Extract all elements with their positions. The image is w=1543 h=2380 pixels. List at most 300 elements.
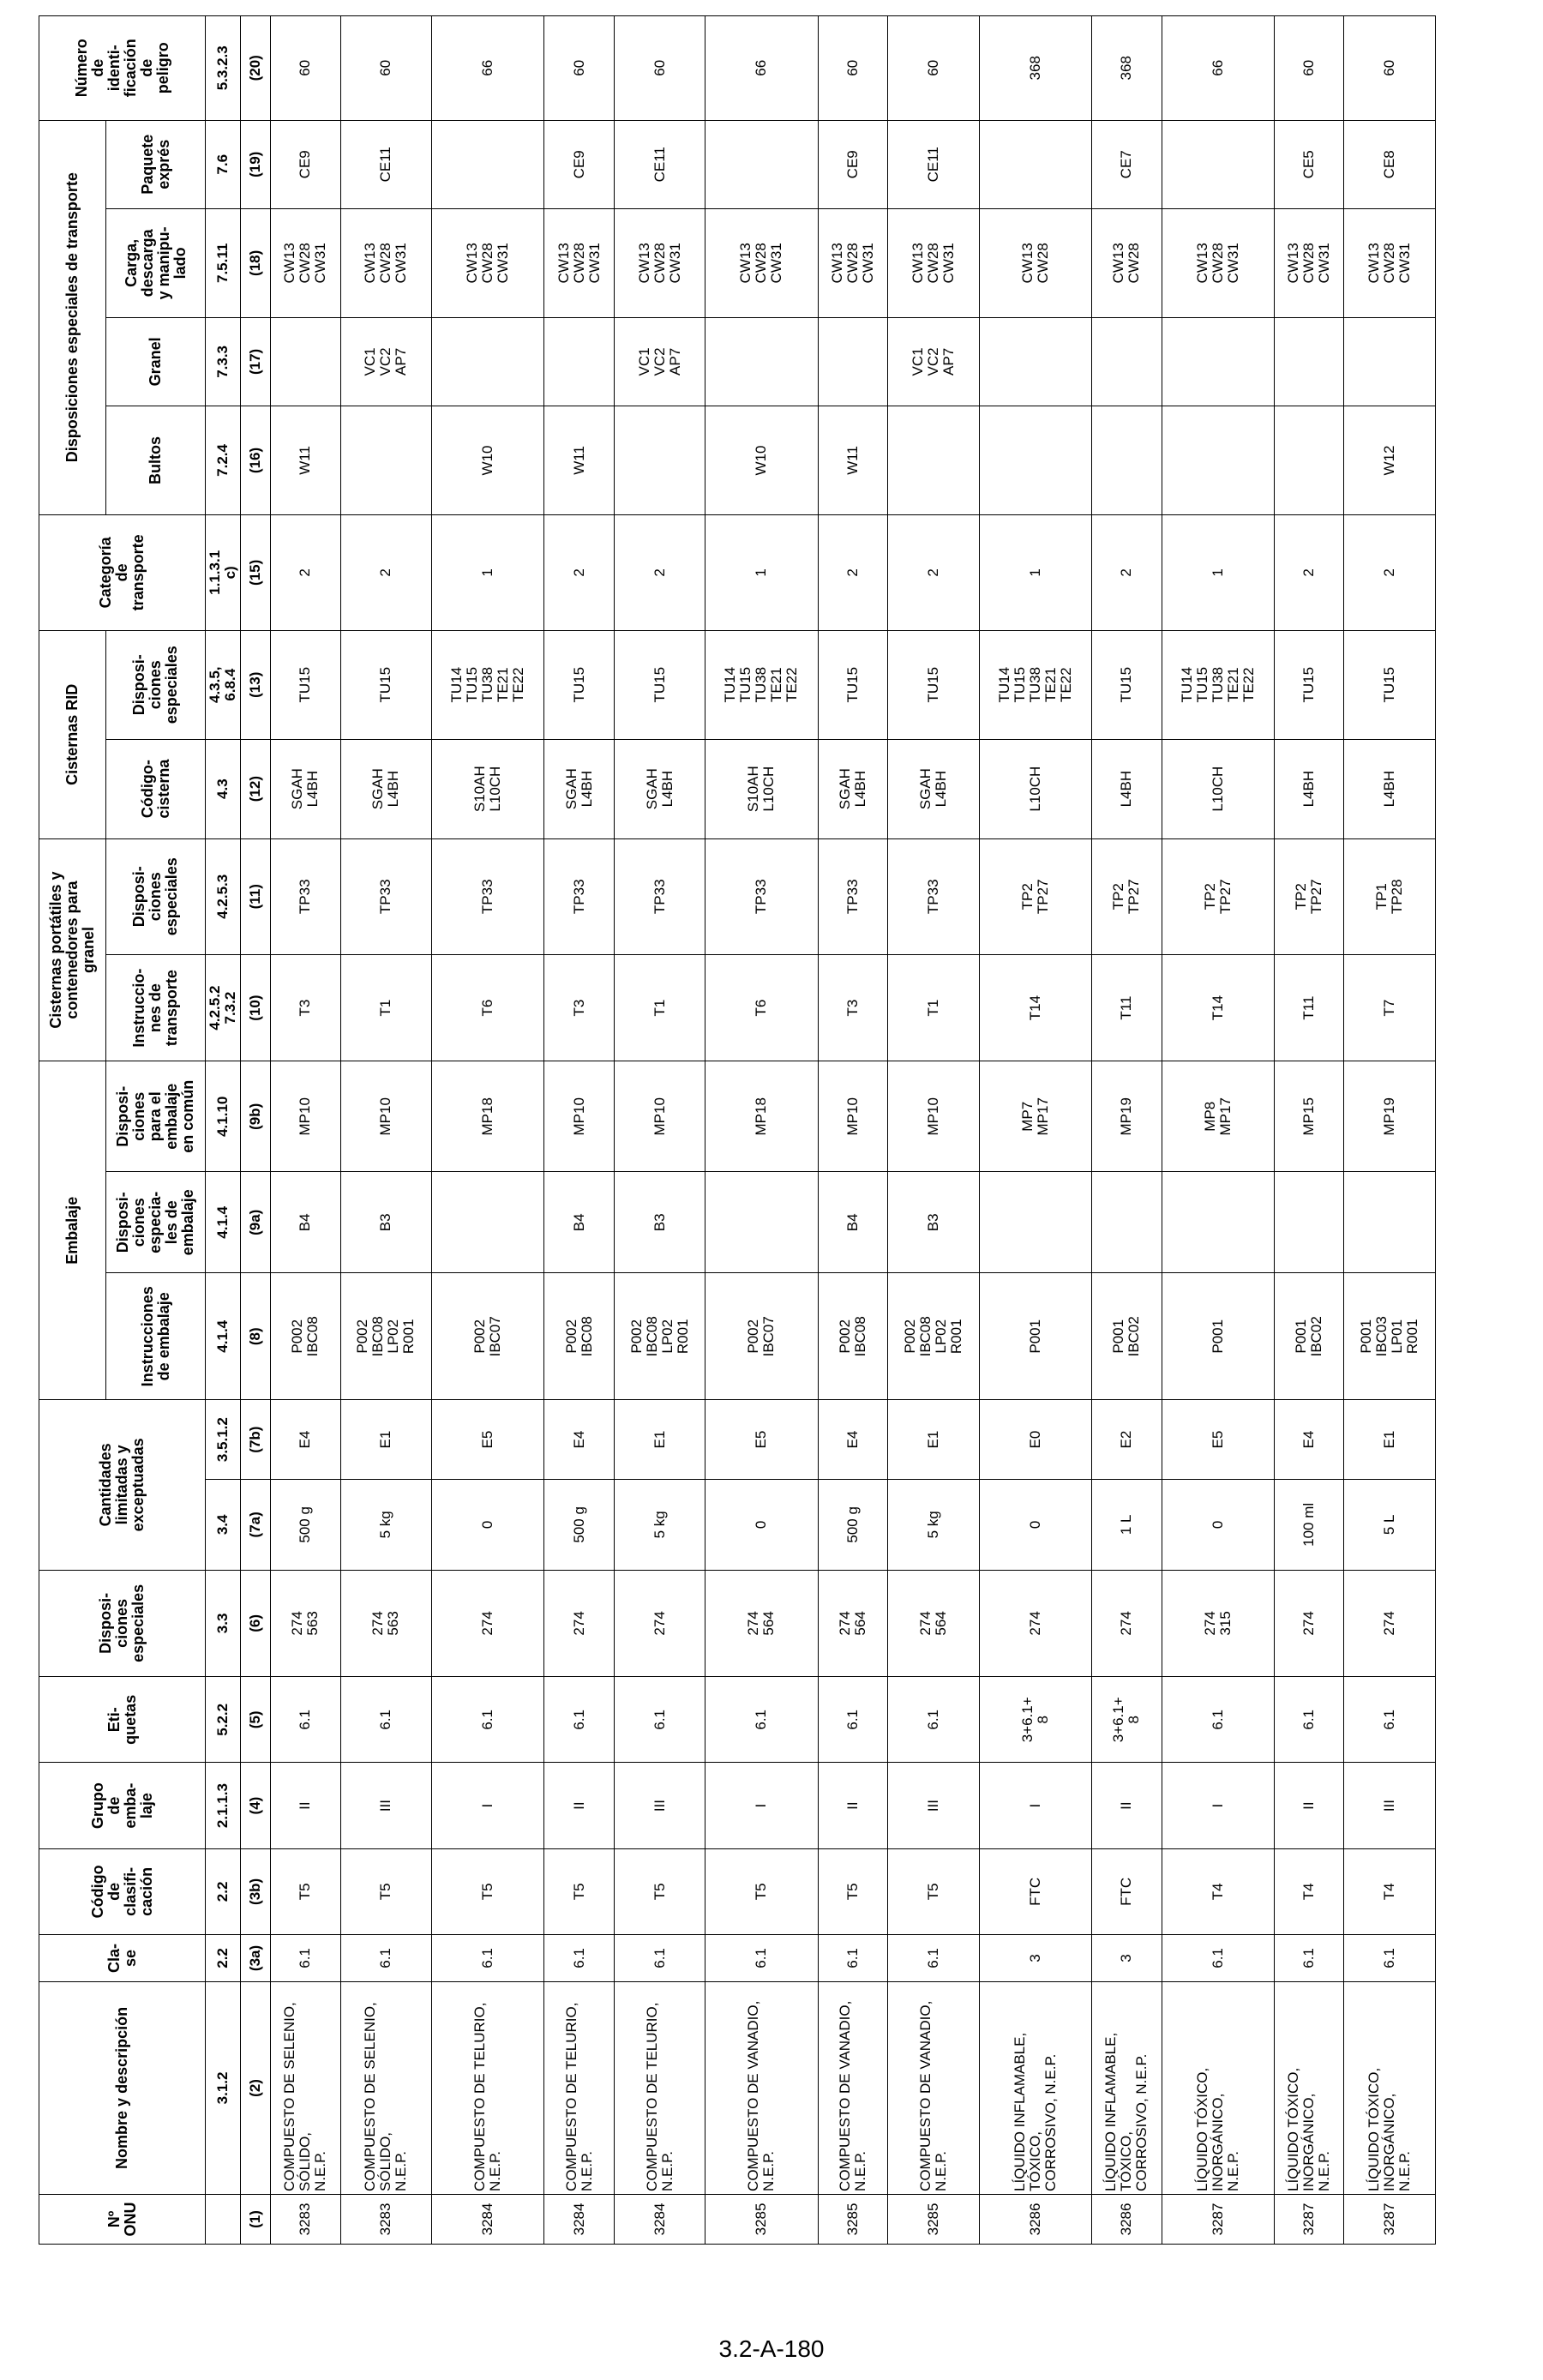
transport-category-cell: 2 [1344,514,1436,630]
classification-code-cell: T5 [888,1848,979,1934]
rid-special-provisions-cell: TU15 [1091,630,1162,739]
loading-provision-cell: CW13 CW28 CW31 [1344,209,1436,318]
mixed-packing-cell: MP10 [544,1061,615,1172]
class-cell: 6.1 [614,1935,705,1982]
section-ref-cell: 3.1.2 [206,1981,241,2194]
special-packing-provisions-cell [979,1172,1091,1273]
section-ref-cell: 7.5.11 [206,209,241,318]
classification-code-cell: T5 [432,1848,544,1934]
rid-special-provisions-cell: TU15 [888,630,979,739]
labels-cell: 6.1 [1344,1677,1436,1763]
excepted-quantity-cell: E1 [888,1400,979,1480]
excepted-quantity-cell: E0 [979,1400,1091,1480]
dangerous-goods-table [39,15,1436,2245]
tank-special-provisions-cell: TP2 TP27 [1274,838,1344,954]
section-ref-cell: 7.3.3 [206,317,241,406]
packages-provision-cell [888,406,979,515]
section-ref-cell: 4.2.5.2 7.3.2 [206,954,241,1061]
limited-quantity-cell: 0 [979,1480,1091,1571]
limited-quantity-cell: 5 kg [340,1480,431,1571]
un-number-cell: 3284 [432,2194,544,2244]
header-bulk: Granel [106,317,206,406]
transport-category-cell: 2 [271,514,341,630]
transport-category-cell: 2 [340,514,431,630]
column-number-cell: (7b) [241,1400,271,1480]
packing-instructions-cell: P002 IBC07 [432,1273,544,1400]
labels-cell: 6.1 [818,1677,888,1763]
labels-cell: 6.1 [1162,1677,1274,1763]
section-ref-cell [206,2194,241,2244]
name-description-cell: COMPUESTO DE SELENIO, SÓLIDO, N.E.P. [340,1981,431,2194]
labels-cell: 6.1 [705,1677,818,1763]
special-provisions-cell: 274 [614,1570,705,1677]
tank-code-cell: SGAH L4BH [818,739,888,838]
limited-quantity-cell: 5 L [1344,1480,1436,1571]
tank-instructions-cell: T11 [1091,954,1162,1061]
column-number-cell: (2) [241,1981,271,2194]
column-number-cell: (9b) [241,1061,271,1172]
hazard-id-cell: 60 [1344,16,1436,121]
transport-category-cell: 1 [1162,514,1274,630]
packing-instructions-cell: P001 IBC02 [1274,1273,1344,1400]
header-row-1 [39,16,106,2245]
hazard-id-cell: 60 [818,16,888,121]
un-number-cell: 3283 [340,2194,431,2244]
section-ref-cell: 4.3 [206,739,241,838]
labels-cell: 6.1 [432,1677,544,1763]
header-tank-special-provisions: Disposi- ciones especiales [106,838,206,954]
packing-group-cell: III [340,1763,431,1848]
un-number-cell: 3285 [818,2194,888,2244]
special-provisions-cell: 274 [544,1570,615,1677]
class-cell: 6.1 [544,1935,615,1982]
special-packing-provisions-cell: B4 [818,1172,888,1273]
header-special-packing-provisions: Disposi- ciones especia- les de embalaje [106,1172,206,1273]
packing-instructions-cell: P002 IBC08 [271,1273,341,1400]
packages-provision-cell: W10 [432,406,544,515]
express-provision-cell [432,120,544,208]
mixed-packing-cell: MP10 [614,1061,705,1172]
limited-quantity-cell: 0 [1162,1480,1274,1571]
class-cell: 6.1 [340,1935,431,1982]
column-number-cell: (15) [241,514,271,630]
tank-special-provisions-cell: TP2 TP27 [979,838,1091,954]
column-number-cell: (6) [241,1570,271,1677]
transport-category-cell: 2 [1091,514,1162,630]
class-cell: 6.1 [271,1935,341,1982]
loading-provision-cell: CW13 CW28 CW31 [1162,209,1274,318]
header-loading: Carga, descarga y manipu- lado [106,209,206,318]
class-cell: 6.1 [1162,1935,1274,1982]
tank-code-cell: L4BH [1344,739,1436,838]
tank-code-cell: SGAH L4BH [888,739,979,838]
un-number-cell: 3285 [705,2194,818,2244]
rid-special-provisions-cell: TU14 TU15 TU38 TE21 TE22 [1162,630,1274,739]
special-provisions-cell: 274 564 [705,1570,818,1677]
special-provisions-cell: 274 [1344,1570,1436,1677]
rid-special-provisions-cell: TU15 [271,630,341,739]
class-cell: 3 [979,1935,1091,1982]
transport-category-cell: 2 [544,514,615,630]
class-cell: 6.1 [1274,1935,1344,1982]
page-number: 3.2-A-180 [718,2335,825,2362]
transport-category-cell: 2 [888,514,979,630]
header-limited-quantities: Cantidades limitadas y exceptuadas [39,1400,206,1570]
excepted-quantity-cell: E4 [818,1400,888,1480]
mixed-packing-cell: MP19 [1344,1061,1436,1172]
classification-code-cell: T4 [1344,1848,1436,1934]
hazard-id-cell: 368 [1091,16,1162,121]
tank-special-provisions-cell: TP1 TP28 [1344,838,1436,954]
transport-category-cell: 2 [1274,514,1344,630]
section-ref-cell: 7.6 [206,120,241,208]
packages-provision-cell [614,406,705,515]
express-provision-cell: CE5 [1274,120,1344,208]
mixed-packing-cell: MP15 [1274,1061,1344,1172]
tank-code-cell: L10CH [1162,739,1274,838]
loading-provision-cell: CW13 CW28 CW31 [544,209,615,318]
name-description-cell: LÍQUIDO INFLAMABLE, TÓXICO, CORROSIVO, N.E.P. [1091,1981,1162,2194]
excepted-quantity-cell: E1 [1344,1400,1436,1480]
loading-provision-cell: CW13 CW28 CW31 [614,209,705,318]
packing-group-cell: I [979,1763,1091,1848]
column-number-cell: (13) [241,630,271,739]
special-packing-provisions-cell: B4 [544,1172,615,1273]
loading-provision-cell: CW13 CW28 CW31 [1274,209,1344,318]
tank-code-cell: L4BH [1274,739,1344,838]
packing-instructions-cell: P002 IBC08 [818,1273,888,1400]
name-description-cell: COMPUESTO DE TELURIO, N.E.P. [544,1981,615,2194]
tank-instructions-cell: T6 [705,954,818,1061]
packages-provision-cell: W11 [544,406,615,515]
loading-provision-cell: CW13 CW28 CW31 [340,209,431,318]
un-number-cell: 3285 [888,2194,979,2244]
limited-quantity-cell: 0 [432,1480,544,1571]
special-provisions-cell: 274 315 [1162,1570,1274,1677]
header-packing-group: Grupo de emba- laje [39,1763,206,1848]
column-number-cell: (9a) [241,1172,271,1273]
bulk-provision-cell [271,317,341,406]
tank-special-provisions-cell: TP33 [340,838,431,954]
rid-special-provisions-cell: TU14 TU15 TU38 TE21 TE22 [979,630,1091,739]
excepted-quantity-cell: E2 [1091,1400,1162,1480]
mixed-packing-cell: MP10 [818,1061,888,1172]
column-number-cell: (7a) [241,1480,271,1571]
special-packing-provisions-cell [432,1172,544,1273]
excepted-quantity-cell: E5 [432,1400,544,1480]
packing-group-cell: III [614,1763,705,1848]
packages-provision-cell [1274,406,1344,515]
header-rid-tanks: Cisternas RID [39,630,106,838]
mixed-packing-cell: MP18 [432,1061,544,1172]
header-un-no: Nº ONU [39,2194,206,2244]
section-reference-row [206,16,241,2245]
header-mixed-packing: Disposi- ciones para el embalaje en común [106,1061,206,1172]
special-packing-provisions-cell [705,1172,818,1273]
section-ref-cell: 3.4 [206,1480,241,1571]
un-number-cell: 3287 [1274,2194,1344,2244]
excepted-quantity-cell: E5 [705,1400,818,1480]
classification-code-cell: FTC [979,1848,1091,1934]
express-provision-cell: CE11 [888,120,979,208]
special-packing-provisions-cell: B4 [271,1172,341,1273]
labels-cell: 3+6.1+ 8 [1091,1677,1162,1763]
section-ref-cell: 4.1.4 [206,1273,241,1400]
packing-instructions-cell: P002 IBC08 LP02 R001 [614,1273,705,1400]
tank-code-cell: S10AH L10CH [705,739,818,838]
packing-group-cell: III [1344,1763,1436,1848]
un-number-cell: 3284 [544,2194,615,2244]
labels-cell: 6.1 [544,1677,615,1763]
un-number-cell: 3287 [1162,2194,1274,2244]
name-description-cell: LÍQUIDO TÓXICO, INORGÁNICO, N.E.P. [1274,1981,1344,2194]
tank-code-cell: SGAH L4BH [340,739,431,838]
table-row [340,16,431,2245]
special-provisions-cell: 274 563 [340,1570,431,1677]
column-number-cell: (1) [241,2194,271,2244]
section-ref-cell: 5.2.2 [206,1677,241,1763]
packages-provision-cell: W10 [705,406,818,515]
limited-quantity-cell: 5 kg [614,1480,705,1571]
packing-instructions-cell: P002 IBC08 [544,1273,615,1400]
packages-provision-cell [340,406,431,515]
bulk-provision-cell [1344,317,1436,406]
table-row [705,16,818,2245]
classification-code-cell: T5 [271,1848,341,1934]
column-number-cell: (19) [241,120,271,208]
section-ref-cell: 7.2.4 [206,406,241,515]
column-number-cell: (20) [241,16,271,121]
tank-instructions-cell: T6 [432,954,544,1061]
packing-instructions-cell: P001 [979,1273,1091,1400]
hazard-id-cell: 66 [1162,16,1274,121]
bulk-provision-cell [544,317,615,406]
excepted-quantity-cell: E4 [544,1400,615,1480]
column-number-cell: (3b) [241,1848,271,1934]
tank-instructions-cell: T7 [1344,954,1436,1061]
transport-category-cell: 2 [818,514,888,630]
special-provisions-cell: 274 [1091,1570,1162,1677]
packing-group-cell: II [1091,1763,1162,1848]
header-hazard-id: Número de identi- ficación de peligro [39,16,206,121]
name-description-cell: LÍQUIDO TÓXICO, INORGÁNICO, N.E.P. [1162,1981,1274,2194]
classification-code-cell: T4 [1274,1848,1344,1934]
excepted-quantity-cell: E1 [614,1400,705,1480]
packing-group-cell: II [544,1763,615,1848]
packages-provision-cell: W12 [1344,406,1436,515]
special-packing-provisions-cell: B3 [614,1172,705,1273]
hazard-id-cell: 60 [614,16,705,121]
column-number-cell: (8) [241,1273,271,1400]
bulk-provision-cell [818,317,888,406]
tank-code-cell: S10AH L10CH [432,739,544,838]
tank-special-provisions-cell: TP33 [614,838,705,954]
labels-cell: 6.1 [1274,1677,1344,1763]
hazard-id-cell: 60 [271,16,341,121]
header-labels: Eti- quetas [39,1677,206,1763]
packing-instructions-cell: P002 IBC08 LP02 R001 [340,1273,431,1400]
special-packing-provisions-cell: B3 [888,1172,979,1273]
header-packing-instructions: Instrucciones de embalaje [106,1273,206,1400]
packing-group-cell: I [1162,1763,1274,1848]
rid-special-provisions-cell: TU15 [614,630,705,739]
bulk-provision-cell: VC1 VC2 AP7 [340,317,431,406]
un-number-cell: 3286 [1091,2194,1162,2244]
column-number-cell: (5) [241,1677,271,1763]
rotated-page [39,15,1436,2245]
classification-code-cell: FTC [1091,1848,1162,1934]
section-ref-cell: 1.1.3.1 c) [206,514,241,630]
packages-provision-cell [979,406,1091,515]
mixed-packing-cell: MP19 [1091,1061,1162,1172]
tank-instructions-cell: T14 [979,954,1091,1061]
loading-provision-cell: CW13 CW28 [979,209,1091,318]
header-tank-instructions: Instruccio- nes de transporte [106,954,206,1061]
tank-code-cell: SGAH L4BH [544,739,615,838]
classification-code-cell: T5 [544,1848,615,1934]
packages-provision-cell [1091,406,1162,515]
table-row [544,16,615,2245]
table-body [271,16,1436,2245]
labels-cell: 6.1 [614,1677,705,1763]
header-class: Cla- se [39,1935,206,1982]
special-packing-provisions-cell: B3 [340,1172,431,1273]
classification-code-cell: T5 [614,1848,705,1934]
header-packaging: Embalaje [39,1061,106,1400]
excepted-quantity-cell: E5 [1162,1400,1274,1480]
tank-special-provisions-cell: TP33 [432,838,544,954]
tank-special-provisions-cell: TP33 [705,838,818,954]
column-number-cell: (4) [241,1763,271,1848]
transport-category-cell: 1 [432,514,544,630]
hazard-id-cell: 60 [1274,16,1344,121]
column-number-cell: (12) [241,739,271,838]
packages-provision-cell: W11 [818,406,888,515]
packing-group-cell: I [705,1763,818,1848]
loading-provision-cell: CW13 CW28 CW31 [818,209,888,318]
column-number-row [241,16,271,2245]
class-cell: 6.1 [1344,1935,1436,1982]
section-ref-cell: 4.1.10 [206,1061,241,1172]
excepted-quantity-cell: E4 [271,1400,341,1480]
labels-cell: 3+6.1+ 8 [979,1677,1091,1763]
header-rid-special-provisions: Disposi- ciones especiales [106,630,206,739]
special-provisions-cell: 274 563 [271,1570,341,1677]
section-ref-cell: 4.1.4 [206,1172,241,1273]
table-row [818,16,888,2245]
labels-cell: 6.1 [888,1677,979,1763]
section-ref-cell: 2.1.1.3 [206,1763,241,1848]
loading-provision-cell: CW13 CW28 [1091,209,1162,318]
rid-special-provisions-cell: TU15 [818,630,888,739]
loading-provision-cell: CW13 CW28 CW31 [705,209,818,318]
limited-quantity-cell: 500 g [271,1480,341,1571]
class-cell: 3 [1091,1935,1162,1982]
header-portable-tanks: Cisternas portátiles y contenedores para granel [39,838,106,1061]
rid-special-provisions-cell: TU14 TU15 TU38 TE21 TE22 [705,630,818,739]
hazard-id-cell: 66 [705,16,818,121]
section-ref-cell: 3.5.1.2 [206,1400,241,1480]
name-description-cell: LÍQUIDO INFLAMABLE, TÓXICO, CORROSIVO, N.E.P. [979,1981,1091,2194]
mixed-packing-cell: MP10 [340,1061,431,1172]
special-provisions-cell: 274 [979,1570,1091,1677]
tank-special-provisions-cell: TP33 [888,838,979,954]
tank-special-provisions-cell: TP2 TP27 [1091,838,1162,954]
limited-quantity-cell: 5 kg [888,1480,979,1571]
rid-special-provisions-cell: TU14 TU15 TU38 TE21 TE22 [432,630,544,739]
classification-code-cell: T5 [818,1848,888,1934]
packing-instructions-cell: P002 IBC07 [705,1273,818,1400]
transport-category-cell: 1 [705,514,818,630]
name-description-cell: LÍQUIDO TÓXICO, INORGÁNICO, N.E.P. [1344,1981,1436,2194]
class-cell: 6.1 [705,1935,818,1982]
section-ref-cell: 4.3.5, 6.8.4 [206,630,241,739]
table-row [1274,16,1344,2245]
express-provision-cell: CE11 [340,120,431,208]
express-provision-cell: CE8 [1344,120,1436,208]
name-description-cell: COMPUESTO DE SELENIO, SÓLIDO, N.E.P. [271,1981,341,2194]
mixed-packing-cell: MP10 [888,1061,979,1172]
table-row [432,16,544,2245]
special-packing-provisions-cell [1344,1172,1436,1273]
hazard-id-cell: 368 [979,16,1091,121]
tank-code-cell: SGAH L4BH [271,739,341,838]
classification-code-cell: T4 [1162,1848,1274,1934]
packing-group-cell: I [432,1763,544,1848]
packing-group-cell: III [888,1763,979,1848]
un-number-cell: 3284 [614,2194,705,2244]
column-number-cell: (17) [241,317,271,406]
bulk-provision-cell [1162,317,1274,406]
table-row [979,16,1091,2245]
special-packing-provisions-cell [1091,1172,1162,1273]
header-tank-code: Código- cisterna [106,739,206,838]
bulk-provision-cell [705,317,818,406]
name-description-cell: COMPUESTO DE TELURIO, N.E.P. [614,1981,705,2194]
special-packing-provisions-cell [1162,1172,1274,1273]
tank-special-provisions-cell: TP33 [271,838,341,954]
special-provisions-cell: 274 [1274,1570,1344,1677]
express-provision-cell [979,120,1091,208]
packing-instructions-cell: P001 IBC02 [1091,1273,1162,1400]
table-row [1091,16,1162,2245]
tank-instructions-cell: T3 [544,954,615,1061]
bulk-provision-cell: VC1 VC2 AP7 [888,317,979,406]
tank-instructions-cell: T14 [1162,954,1274,1061]
hazard-id-cell: 60 [888,16,979,121]
class-cell: 6.1 [432,1935,544,1982]
express-provision-cell: CE9 [271,120,341,208]
tank-instructions-cell: T1 [340,954,431,1061]
tank-code-cell: L4BH [1091,739,1162,838]
express-provision-cell [705,120,818,208]
column-number-cell: (11) [241,838,271,954]
tank-instructions-cell: T1 [614,954,705,1061]
excepted-quantity-cell: E1 [340,1400,431,1480]
special-packing-provisions-cell [1274,1172,1344,1273]
packing-group-cell: II [1274,1763,1344,1848]
express-provision-cell: CE9 [544,120,615,208]
table-row [1162,16,1274,2245]
rid-special-provisions-cell: TU15 [1274,630,1344,739]
table-row [888,16,979,2245]
tank-instructions-cell: T3 [818,954,888,1061]
header-special-transport: Disposiciones especiales de transporte [39,120,106,514]
hazard-id-cell: 60 [340,16,431,121]
express-provision-cell: CE7 [1091,120,1162,208]
un-number-cell: 3287 [1344,2194,1436,2244]
bulk-provision-cell [1274,317,1344,406]
